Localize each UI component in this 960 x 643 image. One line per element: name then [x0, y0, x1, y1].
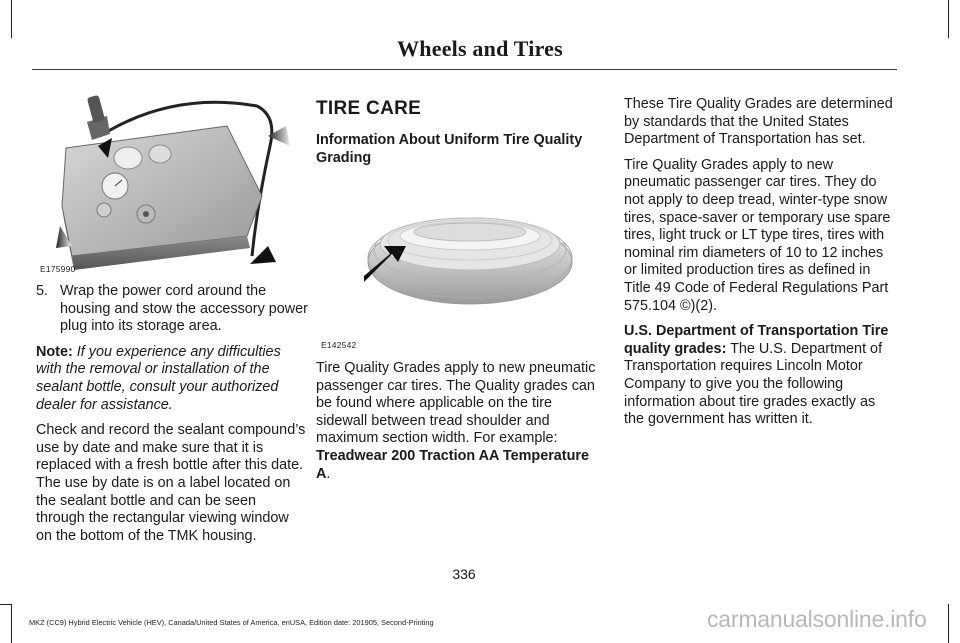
- compressor-figure: [32, 86, 302, 276]
- crop-mark-bottom-left-h: [0, 604, 12, 605]
- standards-paragraph: These Tire Quality Grades are determined by standards that the United States Department of Transportation has set.: [624, 96, 893, 148]
- figure-label: E142542: [321, 340, 357, 350]
- step-number: 5.: [36, 283, 49, 299]
- note-text: If you experience any difficulties with the removal or installation of the sealant bottle, consult your authorized dealer for assistance.: [36, 343, 281, 413]
- crop-mark-bottom-right-v: [948, 604, 949, 643]
- left-column: [36, 283, 308, 553]
- tire-care-heading: TIRE CARE: [316, 98, 422, 119]
- tire-grades-paragraph: [316, 360, 606, 483]
- tire-figure: [358, 200, 578, 320]
- tire-grades-tail: .: [326, 465, 331, 482]
- middle-column: [316, 98, 606, 167]
- header-rule: [32, 69, 897, 70]
- usdot-label: U.S. Department of Transportation Tire quality grades:: [624, 323, 889, 357]
- footer-edition: MKZ (CC9) Hybrid Electric Vehicle (HEV), Canada/United States of America, enUSA, Edition date: 201905, Second-Printing: [29, 618, 434, 627]
- crop-mark-top-left-v: [11, 0, 12, 38]
- tire-grades-example: Treadwear 200 Traction AA Temperature A: [316, 447, 589, 482]
- section-title: Wheels and Tires: [397, 36, 563, 61]
- utqg-subheading: Information About Uniform Tire Quality Grading: [316, 132, 583, 166]
- page-number: 336: [452, 566, 476, 582]
- usdot-text: The U.S. Department of Transportation requires Lincoln Motor Company to give you the following information about tire grades exactly as the government has written it.: [624, 340, 883, 428]
- tire-grades-lead: Tire Quality Grades apply to new pneumatic passenger car tires. The Quality grades can be found where applicable on the tire sidewall between tread shoulder and maximum section width. For example:: [316, 360, 596, 447]
- watermark: carmanualsonline.info: [707, 606, 927, 632]
- applicability-paragraph: Tire Quality Grades apply to new pneumatic passenger car tires. They do not apply to deep tread, winter-type snow tires, space-saver or temporary use spare tires, light truck or LT type tires, tires with nominal rim diameters of 10 to 12 inches or limited production tires as defined in Title 49 Code of Federal Regulations Part 575.104 ©)(2).: [624, 156, 891, 314]
- figure-label: E175990: [40, 264, 76, 274]
- crop-mark-bottom-left-v: [11, 604, 12, 643]
- air-compressor-icon: [32, 86, 302, 276]
- tire-icon: [358, 200, 578, 320]
- sealant-paragraph: Check and record the sealant compound’s use by date and make sure that it is replaced with a fresh bottle after this date. The use by date is on a label located on the sealant bottle and can be seen through the rectangular viewing window on the bottom of the TMK housing.: [36, 422, 306, 544]
- note: [36, 344, 308, 414]
- note-label: Note:: [36, 343, 73, 360]
- step-text: Wrap the power cord around the housing and stow the accessory power plug into its storage area.: [60, 283, 308, 335]
- step-5: [36, 283, 308, 336]
- crop-mark-top-right-v: [948, 0, 949, 38]
- usdot-paragraph: [624, 323, 898, 429]
- right-column: [624, 96, 898, 437]
